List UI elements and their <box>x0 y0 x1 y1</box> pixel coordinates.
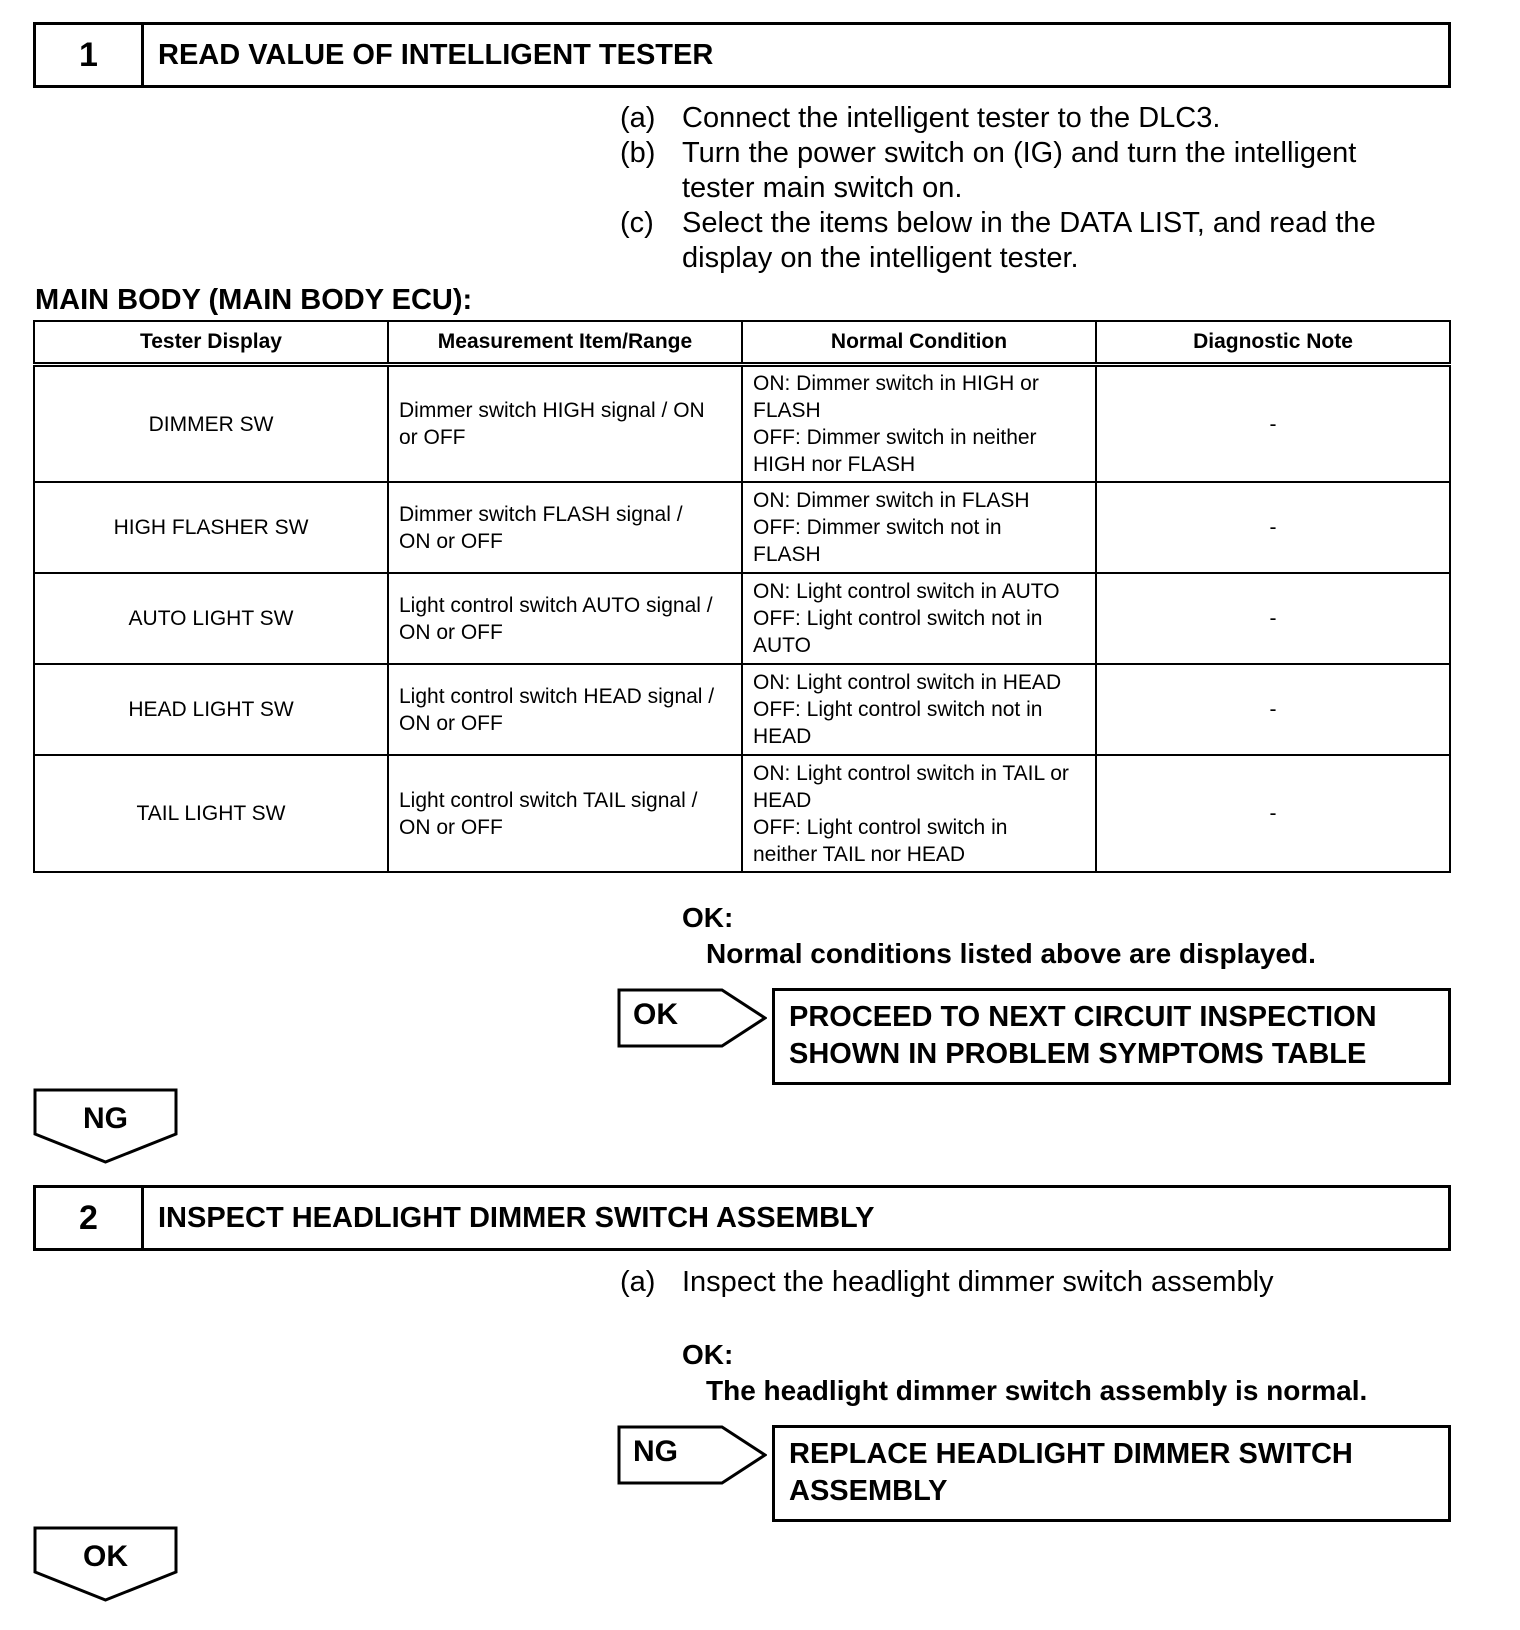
result-box-proceed: PROCEED TO NEXT CIRCUIT INSPECTION SHOWN IN PROBLEM SYMPTOMS TABLE <box>772 988 1451 1085</box>
tester-display-cell: TAIL LIGHT SW <box>34 755 388 872</box>
ok-criteria-heading: OK: <box>682 1339 734 1370</box>
measurement-cell: Light control switch AUTO signal / ON or OFF <box>388 573 742 664</box>
instruction-label: (b) <box>620 137 656 169</box>
ng-flow-arrow <box>617 1425 767 1485</box>
instruction-item <box>620 101 1422 136</box>
instruction-item <box>620 1265 1422 1300</box>
measurement-cell: Dimmer switch FLASH signal / ON or OFF <box>388 482 742 573</box>
table-row <box>34 365 1450 483</box>
instruction-item <box>620 206 1422 276</box>
instruction-item <box>620 136 1422 206</box>
result-box-replace: REPLACE HEADLIGHT DIMMER SWITCH ASSEMBLY <box>772 1425 1451 1522</box>
table-row <box>34 664 1450 755</box>
normal-condition-cell: ON: Light control switch in TAIL or HEAD OFF: Light control switch in neither TAIL nor HEAD <box>742 755 1096 872</box>
step-1-instructions <box>620 101 1422 276</box>
step-2-instructions <box>620 1265 1422 1300</box>
step-2-header <box>33 1185 1451 1251</box>
normal-condition-cell: ON: Dimmer switch in HIGH or FLASH OFF: Dimmer switch in neither HIGH nor FLASH <box>742 365 1096 483</box>
normal-condition-cell: ON: Dimmer switch in FLASH OFF: Dimmer switch not in FLASH <box>742 482 1096 573</box>
measurement-cell: Light control switch TAIL signal / ON or OFF <box>388 755 742 872</box>
instruction-text: Turn the power switch on (IG) and turn the intelligent tester main switch on. <box>682 137 1357 204</box>
table-header-row <box>34 321 1450 365</box>
ok-criteria-heading: OK: <box>682 902 734 933</box>
down-tag-label: NG <box>83 1102 128 1135</box>
instruction-text: Connect the intelligent tester to the DLC3. <box>682 102 1221 134</box>
tester-display-cell: AUTO LIGHT SW <box>34 573 388 664</box>
tester-display-cell: HEAD LIGHT SW <box>34 664 388 755</box>
table-row <box>34 573 1450 664</box>
diagnostic-note-cell: - <box>1096 664 1450 755</box>
ng-down-arrow <box>33 1088 178 1164</box>
step-1-header <box>33 22 1451 88</box>
step-1-number: 1 <box>36 25 144 85</box>
table-row <box>34 755 1450 872</box>
diagnostic-note-cell: - <box>1096 482 1450 573</box>
step-2-number: 2 <box>36 1188 144 1248</box>
measurement-cell: Dimmer switch HIGH signal / ON or OFF <box>388 365 742 483</box>
normal-condition-cell: ON: Light control switch in AUTO OFF: Light control switch not in AUTO <box>742 573 1096 664</box>
instruction-label: (a) <box>620 1266 656 1298</box>
ok-criteria-text: Normal conditions listed above are displayed. <box>706 938 1316 969</box>
step-2-title: INSPECT HEADLIGHT DIMMER SWITCH ASSEMBLY <box>158 1201 875 1234</box>
section-title: MAIN BODY (MAIN BODY ECU): <box>35 284 473 316</box>
ok-down-arrow <box>33 1526 178 1602</box>
down-tag-label: OK <box>83 1540 128 1573</box>
data-list-table <box>33 320 1451 873</box>
measurement-cell: Light control switch HEAD signal / ON or OFF <box>388 664 742 755</box>
column-header: Measurement Item/Range <box>388 321 742 365</box>
flow-tag-label: NG <box>633 1435 678 1468</box>
flow-tag-label: OK <box>633 998 678 1031</box>
step-1-title: READ VALUE OF INTELLIGENT TESTER <box>158 38 714 71</box>
column-header: Tester Display <box>34 321 388 365</box>
tester-display-cell: HIGH FLASHER SW <box>34 482 388 573</box>
table-row <box>34 482 1450 573</box>
tester-display-cell: DIMMER SW <box>34 365 388 483</box>
diagnostic-note-cell: - <box>1096 573 1450 664</box>
column-header: Normal Condition <box>742 321 1096 365</box>
instruction-label: (a) <box>620 102 656 134</box>
instruction-text: Select the items below in the DATA LIST, and read the display on the intelligent tester. <box>682 207 1376 274</box>
diagnostic-note-cell: - <box>1096 365 1450 483</box>
diagnostic-note-cell: - <box>1096 755 1450 872</box>
instruction-text: Inspect the headlight dimmer switch assembly <box>682 1266 1274 1298</box>
ok-criteria-text: The headlight dimmer switch assembly is normal. <box>706 1375 1368 1406</box>
instruction-label: (c) <box>620 207 654 239</box>
column-header: Diagnostic Note <box>1096 321 1450 365</box>
ok-flow-arrow <box>617 988 767 1048</box>
normal-condition-cell: ON: Light control switch in HEAD OFF: Light control switch not in HEAD <box>742 664 1096 755</box>
